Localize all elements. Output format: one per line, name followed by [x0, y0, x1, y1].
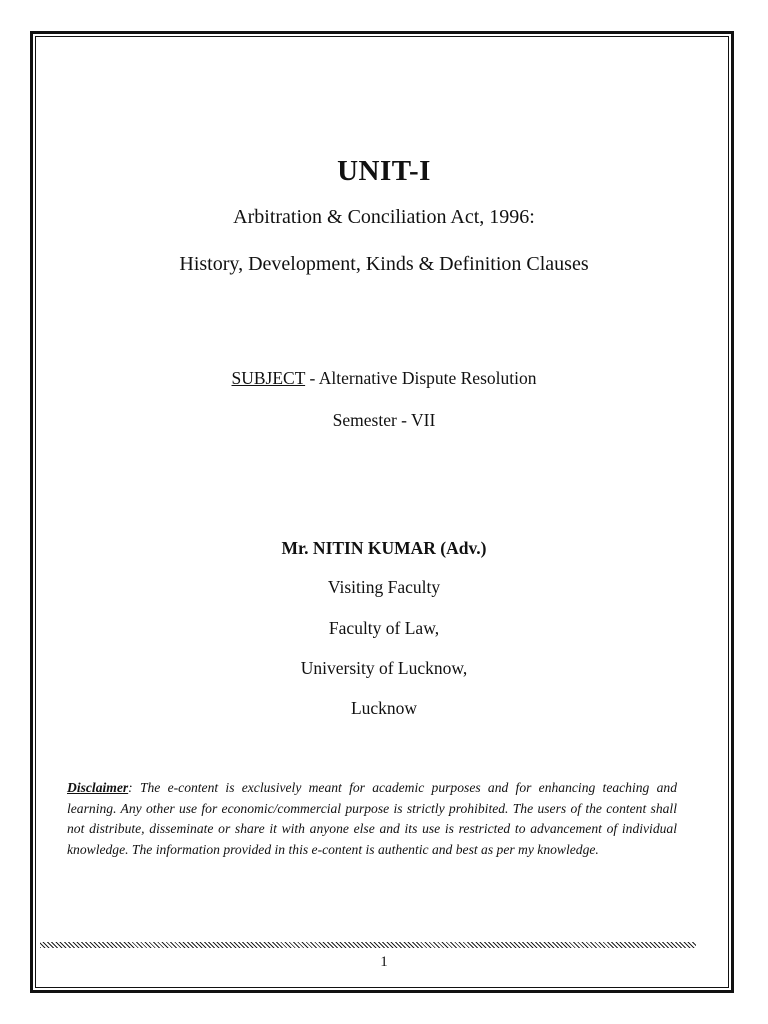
semester-line: Semester - VII: [332, 410, 436, 430]
author-affiliation-line: University of Lucknow,: [300, 658, 468, 678]
unit-title: UNIT-I: [337, 155, 431, 187]
subject-line: [0, 368, 768, 389]
author-affiliation-line: Visiting Faculty: [327, 577, 441, 597]
disclaimer-paragraph: [67, 778, 677, 860]
document-subtitle-line1: Arbitration & Conciliation Act, 1996:: [233, 206, 535, 228]
subject-separator: -: [305, 368, 319, 388]
author-affiliation-line: Faculty of Law,: [328, 618, 440, 638]
footer-decorative-rule: [40, 942, 696, 948]
author-affiliation-line: Lucknow: [350, 698, 418, 718]
document-subtitle-line2: History, Development, Kinds & Definition Clauses: [179, 253, 589, 275]
page-number: 1: [380, 954, 388, 970]
subject-label: SUBJECT: [231, 368, 306, 388]
subject-value: Alternative Dispute Resolution: [318, 368, 537, 388]
disclaimer-text: : The e-content is exclusively meant for academic purposes and for enhancing teaching and learning. Any other use for economic/commercial purpose is strictly prohibited. The users of the content shall not distribute, disseminate or share it with anyone else and its use is restricted to advancement of individual knowledge. The information provided in this e-content is authentic and best as per my knowledge.: [67, 780, 677, 857]
disclaimer-label: Disclaimer: [67, 780, 129, 795]
author-name: Mr. NITIN KUMAR (Adv.): [281, 538, 487, 558]
